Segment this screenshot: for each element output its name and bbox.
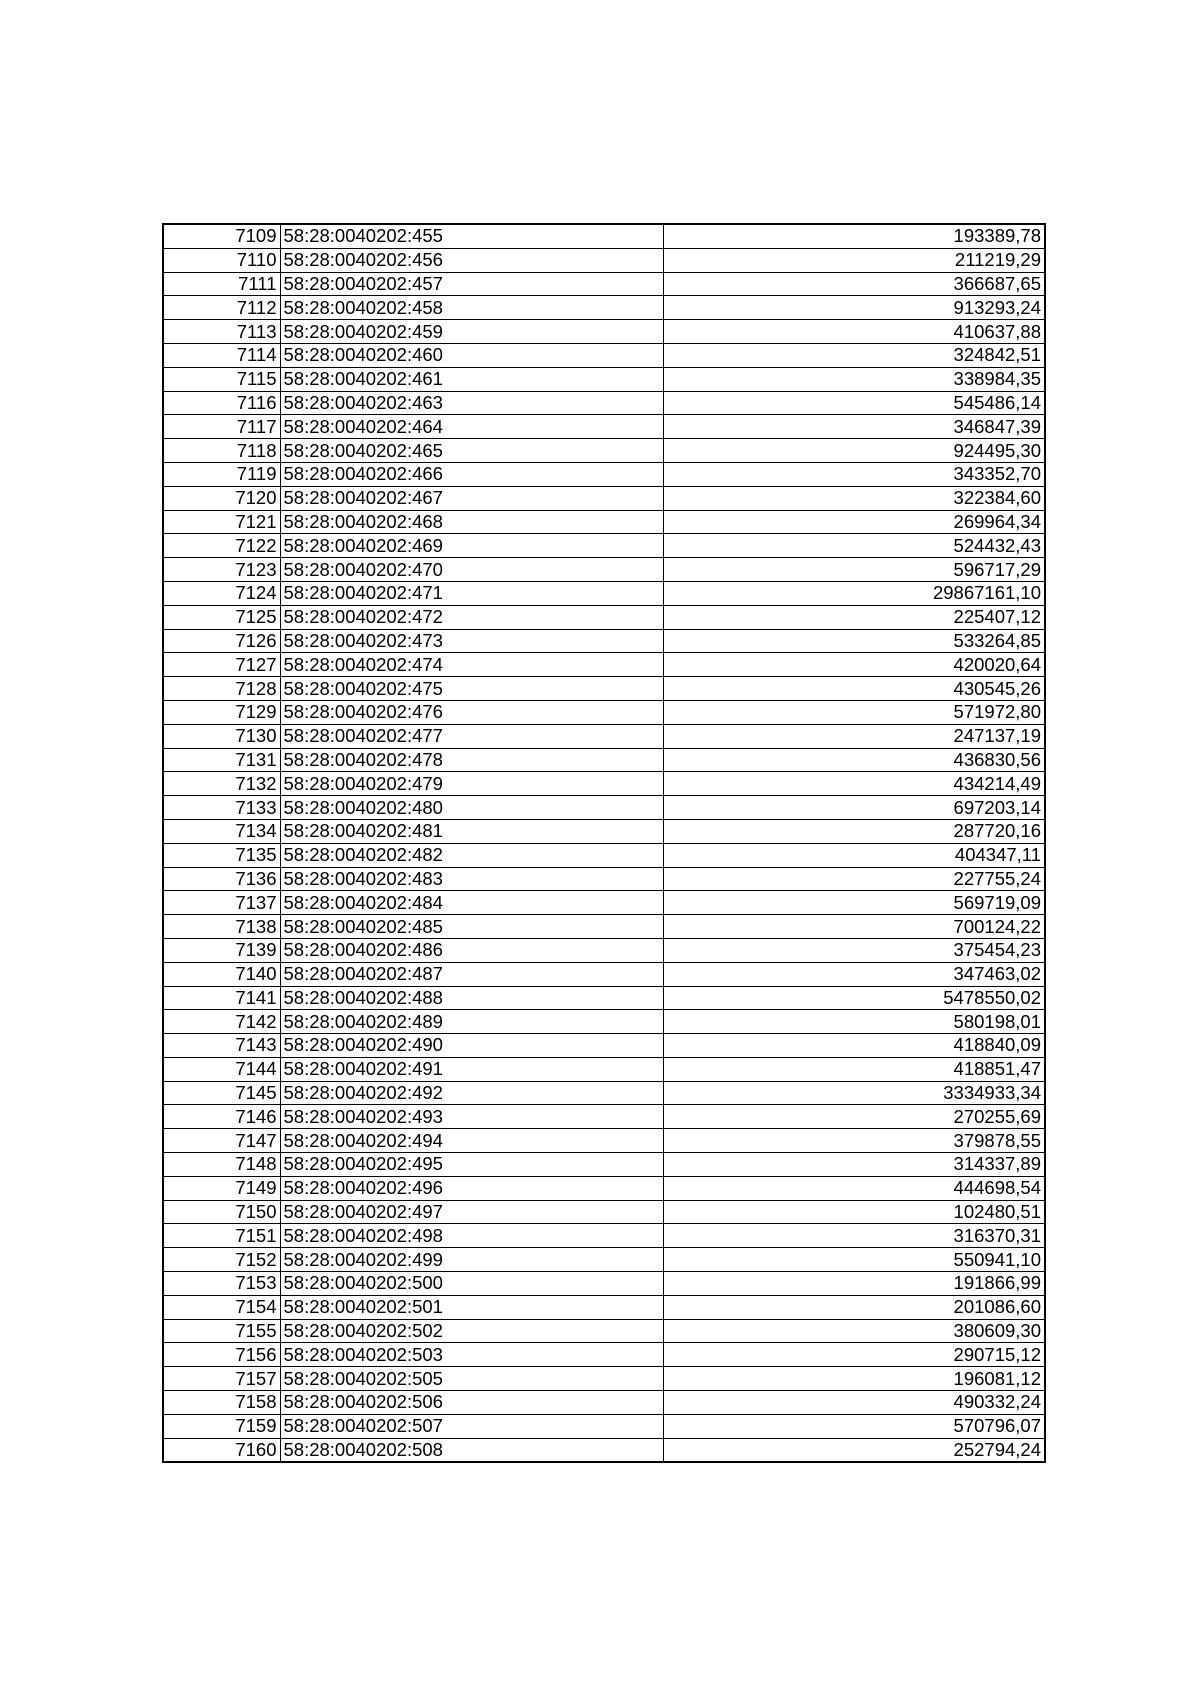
table-row bbox=[163, 343, 1045, 367]
table-row bbox=[163, 1153, 1045, 1177]
cadastral-number-cell: 58:28:0040202:500 bbox=[280, 1272, 663, 1296]
cadastral-number-cell: 58:28:0040202:461 bbox=[280, 367, 663, 391]
cadastral-number-cell: 58:28:0040202:472 bbox=[280, 605, 663, 629]
table-row bbox=[163, 510, 1045, 534]
cadastral-value-cell: 247137,19 bbox=[663, 724, 1045, 748]
cadastral-value-cell: 697203,14 bbox=[663, 796, 1045, 820]
cadastral-value-cell: 430545,26 bbox=[663, 677, 1045, 701]
row-number-cell: 7149 bbox=[163, 1176, 280, 1200]
cadastral-value-cell: 29867161,10 bbox=[663, 581, 1045, 605]
row-number-cell: 7142 bbox=[163, 1010, 280, 1034]
row-number-cell: 7154 bbox=[163, 1295, 280, 1319]
cadastral-value-cell: 322384,60 bbox=[663, 486, 1045, 510]
cadastral-value-cell: 436830,56 bbox=[663, 748, 1045, 772]
cadastral-value-cell: 193389,78 bbox=[663, 224, 1045, 248]
cadastral-number-cell: 58:28:0040202:492 bbox=[280, 1081, 663, 1105]
cadastral-number-cell: 58:28:0040202:503 bbox=[280, 1343, 663, 1367]
row-number-cell: 7144 bbox=[163, 1057, 280, 1081]
table-row bbox=[163, 1367, 1045, 1391]
cadastral-number-cell: 58:28:0040202:471 bbox=[280, 581, 663, 605]
cadastral-number-cell: 58:28:0040202:508 bbox=[280, 1438, 663, 1462]
row-number-cell: 7113 bbox=[163, 320, 280, 344]
cadastral-value-cell: 379878,55 bbox=[663, 1129, 1045, 1153]
table-body bbox=[163, 224, 1045, 1462]
table-row bbox=[163, 891, 1045, 915]
row-number-cell: 7132 bbox=[163, 772, 280, 796]
cadastral-number-cell: 58:28:0040202:505 bbox=[280, 1367, 663, 1391]
table-row bbox=[163, 819, 1045, 843]
cadastral-number-cell: 58:28:0040202:475 bbox=[280, 677, 663, 701]
cadastral-value-cell: 913293,24 bbox=[663, 296, 1045, 320]
table-row bbox=[163, 1272, 1045, 1296]
row-number-cell: 7109 bbox=[163, 224, 280, 248]
row-number-cell: 7138 bbox=[163, 915, 280, 939]
row-number-cell: 7140 bbox=[163, 962, 280, 986]
cadastral-number-cell: 58:28:0040202:455 bbox=[280, 224, 663, 248]
row-number-cell: 7110 bbox=[163, 248, 280, 272]
cadastral-number-cell: 58:28:0040202:501 bbox=[280, 1295, 663, 1319]
row-number-cell: 7151 bbox=[163, 1224, 280, 1248]
cadastral-number-cell: 58:28:0040202:496 bbox=[280, 1176, 663, 1200]
table-row bbox=[163, 1200, 1045, 1224]
cadastral-value-cell: 338984,35 bbox=[663, 367, 1045, 391]
cadastral-number-cell: 58:28:0040202:507 bbox=[280, 1414, 663, 1438]
table-row bbox=[163, 962, 1045, 986]
cadastral-number-cell: 58:28:0040202:476 bbox=[280, 700, 663, 724]
cadastral-value-cell: 316370,31 bbox=[663, 1224, 1045, 1248]
row-number-cell: 7117 bbox=[163, 415, 280, 439]
table-row bbox=[163, 534, 1045, 558]
cadastral-number-cell: 58:28:0040202:482 bbox=[280, 843, 663, 867]
cadastral-value-cell: 380609,30 bbox=[663, 1319, 1045, 1343]
row-number-cell: 7116 bbox=[163, 391, 280, 415]
cadastral-number-cell: 58:28:0040202:483 bbox=[280, 867, 663, 891]
table-row bbox=[163, 439, 1045, 463]
table-row bbox=[163, 1010, 1045, 1034]
row-number-cell: 7152 bbox=[163, 1248, 280, 1272]
table-row bbox=[163, 677, 1045, 701]
row-number-cell: 7135 bbox=[163, 843, 280, 867]
table-row bbox=[163, 986, 1045, 1010]
cadastral-value-cell: 418851,47 bbox=[663, 1057, 1045, 1081]
cadastral-number-cell: 58:28:0040202:481 bbox=[280, 819, 663, 843]
cadastral-number-cell: 58:28:0040202:497 bbox=[280, 1200, 663, 1224]
table-row bbox=[163, 1176, 1045, 1200]
cadastral-number-cell: 58:28:0040202:465 bbox=[280, 439, 663, 463]
row-number-cell: 7143 bbox=[163, 1034, 280, 1058]
cadastral-value-cell: 324842,51 bbox=[663, 343, 1045, 367]
row-number-cell: 7115 bbox=[163, 367, 280, 391]
cadastral-value-cell: 196081,12 bbox=[663, 1367, 1045, 1391]
cadastral-number-cell: 58:28:0040202:485 bbox=[280, 915, 663, 939]
row-number-cell: 7139 bbox=[163, 938, 280, 962]
row-number-cell: 7155 bbox=[163, 1319, 280, 1343]
row-number-cell: 7124 bbox=[163, 581, 280, 605]
cadastral-value-cell: 191866,99 bbox=[663, 1272, 1045, 1296]
cadastral-value-cell: 550941,10 bbox=[663, 1248, 1045, 1272]
table-row bbox=[163, 1081, 1045, 1105]
cadastral-number-cell: 58:28:0040202:484 bbox=[280, 891, 663, 915]
row-number-cell: 7141 bbox=[163, 986, 280, 1010]
cadastral-number-cell: 58:28:0040202:473 bbox=[280, 629, 663, 653]
row-number-cell: 7136 bbox=[163, 867, 280, 891]
cadastral-value-cell: 924495,30 bbox=[663, 439, 1045, 463]
cadastral-number-cell: 58:28:0040202:499 bbox=[280, 1248, 663, 1272]
cadastral-number-cell: 58:28:0040202:460 bbox=[280, 343, 663, 367]
row-number-cell: 7158 bbox=[163, 1391, 280, 1415]
cadastral-value-cell: 418840,09 bbox=[663, 1034, 1045, 1058]
row-number-cell: 7131 bbox=[163, 748, 280, 772]
row-number-cell: 7120 bbox=[163, 486, 280, 510]
table-row bbox=[163, 867, 1045, 891]
table-row bbox=[163, 1034, 1045, 1058]
row-number-cell: 7118 bbox=[163, 439, 280, 463]
cadastral-value-cell: 270255,69 bbox=[663, 1105, 1045, 1129]
cadastral-value-cell: 404347,11 bbox=[663, 843, 1045, 867]
table-row bbox=[163, 1343, 1045, 1367]
table-row bbox=[163, 772, 1045, 796]
cadastral-value-cell: 571972,80 bbox=[663, 700, 1045, 724]
cadastral-value-cell: 269964,34 bbox=[663, 510, 1045, 534]
table-row bbox=[163, 1248, 1045, 1272]
cadastral-value-cell: 211219,29 bbox=[663, 248, 1045, 272]
table-row bbox=[163, 1224, 1045, 1248]
row-number-cell: 7148 bbox=[163, 1153, 280, 1177]
table-row bbox=[163, 272, 1045, 296]
table-row bbox=[163, 1414, 1045, 1438]
cadastral-value-cell: 420020,64 bbox=[663, 653, 1045, 677]
table-row bbox=[163, 1438, 1045, 1462]
row-number-cell: 7150 bbox=[163, 1200, 280, 1224]
cadastral-value-cell: 343352,70 bbox=[663, 462, 1045, 486]
cadastral-value-cell: 490332,24 bbox=[663, 1391, 1045, 1415]
row-number-cell: 7153 bbox=[163, 1272, 280, 1296]
cadastral-value-cell: 580198,01 bbox=[663, 1010, 1045, 1034]
cadastral-number-cell: 58:28:0040202:464 bbox=[280, 415, 663, 439]
cadastral-value-cell: 225407,12 bbox=[663, 605, 1045, 629]
row-number-cell: 7159 bbox=[163, 1414, 280, 1438]
cadastral-number-cell: 58:28:0040202:477 bbox=[280, 724, 663, 748]
cadastral-number-cell: 58:28:0040202:459 bbox=[280, 320, 663, 344]
table-row bbox=[163, 724, 1045, 748]
row-number-cell: 7111 bbox=[163, 272, 280, 296]
cadastral-number-cell: 58:28:0040202:498 bbox=[280, 1224, 663, 1248]
row-number-cell: 7134 bbox=[163, 819, 280, 843]
cadastral-number-cell: 58:28:0040202:470 bbox=[280, 558, 663, 582]
row-number-cell: 7114 bbox=[163, 343, 280, 367]
table-row bbox=[163, 581, 1045, 605]
cadastral-number-cell: 58:28:0040202:488 bbox=[280, 986, 663, 1010]
table-row bbox=[163, 843, 1045, 867]
table-row bbox=[163, 796, 1045, 820]
cadastral-value-cell: 346847,39 bbox=[663, 415, 1045, 439]
row-number-cell: 7146 bbox=[163, 1105, 280, 1129]
row-number-cell: 7160 bbox=[163, 1438, 280, 1462]
row-number-cell: 7156 bbox=[163, 1343, 280, 1367]
row-number-cell: 7137 bbox=[163, 891, 280, 915]
cadastral-number-cell: 58:28:0040202:463 bbox=[280, 391, 663, 415]
cadastral-value-cell: 366687,65 bbox=[663, 272, 1045, 296]
cadastral-number-cell: 58:28:0040202:468 bbox=[280, 510, 663, 534]
cadastral-value-cell: 410637,88 bbox=[663, 320, 1045, 344]
cadastral-number-cell: 58:28:0040202:466 bbox=[280, 462, 663, 486]
cadastral-number-cell: 58:28:0040202:487 bbox=[280, 962, 663, 986]
cadastral-number-cell: 58:28:0040202:469 bbox=[280, 534, 663, 558]
cadastral-value-cell: 227755,24 bbox=[663, 867, 1045, 891]
cadastral-value-cell: 252794,24 bbox=[663, 1438, 1045, 1462]
table-row bbox=[163, 915, 1045, 939]
cadastral-value-cell: 347463,02 bbox=[663, 962, 1045, 986]
cadastral-number-cell: 58:28:0040202:474 bbox=[280, 653, 663, 677]
table-row bbox=[163, 629, 1045, 653]
cadastral-number-cell: 58:28:0040202:486 bbox=[280, 938, 663, 962]
table-row bbox=[163, 748, 1045, 772]
row-number-cell: 7125 bbox=[163, 605, 280, 629]
table-row bbox=[163, 1105, 1045, 1129]
row-number-cell: 7123 bbox=[163, 558, 280, 582]
row-number-cell: 7157 bbox=[163, 1367, 280, 1391]
cadastral-number-cell: 58:28:0040202:479 bbox=[280, 772, 663, 796]
cadastral-number-cell: 58:28:0040202:457 bbox=[280, 272, 663, 296]
table-row bbox=[163, 248, 1045, 272]
table-row bbox=[163, 1391, 1045, 1415]
row-number-cell: 7122 bbox=[163, 534, 280, 558]
cadastral-value-cell: 533264,85 bbox=[663, 629, 1045, 653]
table-row bbox=[163, 486, 1045, 510]
cadastral-value-cell: 596717,29 bbox=[663, 558, 1045, 582]
table-row bbox=[163, 391, 1045, 415]
row-number-cell: 7119 bbox=[163, 462, 280, 486]
row-number-cell: 7112 bbox=[163, 296, 280, 320]
row-number-cell: 7130 bbox=[163, 724, 280, 748]
cadastral-value-cell: 545486,14 bbox=[663, 391, 1045, 415]
cadastral-value-cell: 700124,22 bbox=[663, 915, 1045, 939]
table-row bbox=[163, 1057, 1045, 1081]
table-row bbox=[163, 1295, 1045, 1319]
table-row bbox=[163, 1129, 1045, 1153]
cadastral-value-cell: 375454,23 bbox=[663, 938, 1045, 962]
table-row bbox=[163, 224, 1045, 248]
cadastral-value-cell: 570796,07 bbox=[663, 1414, 1045, 1438]
table-row bbox=[163, 296, 1045, 320]
row-number-cell: 7145 bbox=[163, 1081, 280, 1105]
cadastral-value-cell: 434214,49 bbox=[663, 772, 1045, 796]
cadastral-number-cell: 58:28:0040202:506 bbox=[280, 1391, 663, 1415]
cadastral-value-cell: 524432,43 bbox=[663, 534, 1045, 558]
table-row bbox=[163, 462, 1045, 486]
table-row bbox=[163, 1319, 1045, 1343]
cadastral-value-cell: 569719,09 bbox=[663, 891, 1045, 915]
row-number-cell: 7126 bbox=[163, 629, 280, 653]
cadastral-number-cell: 58:28:0040202:490 bbox=[280, 1034, 663, 1058]
cadastral-number-cell: 58:28:0040202:456 bbox=[280, 248, 663, 272]
cadastral-value-cell: 201086,60 bbox=[663, 1295, 1045, 1319]
row-number-cell: 7147 bbox=[163, 1129, 280, 1153]
cadastral-number-cell: 58:28:0040202:480 bbox=[280, 796, 663, 820]
table-row bbox=[163, 415, 1045, 439]
cadastral-value-cell: 287720,16 bbox=[663, 819, 1045, 843]
table-row bbox=[163, 367, 1045, 391]
row-number-cell: 7128 bbox=[163, 677, 280, 701]
cadastral-value-cell: 290715,12 bbox=[663, 1343, 1045, 1367]
row-number-cell: 7133 bbox=[163, 796, 280, 820]
table-row bbox=[163, 558, 1045, 582]
table-row bbox=[163, 938, 1045, 962]
cadastral-value-cell: 444698,54 bbox=[663, 1176, 1045, 1200]
table-row bbox=[163, 605, 1045, 629]
cadastral-value-table bbox=[162, 223, 1046, 1463]
row-number-cell: 7129 bbox=[163, 700, 280, 724]
table-row bbox=[163, 700, 1045, 724]
cadastral-number-cell: 58:28:0040202:458 bbox=[280, 296, 663, 320]
row-number-cell: 7127 bbox=[163, 653, 280, 677]
cadastral-number-cell: 58:28:0040202:489 bbox=[280, 1010, 663, 1034]
cadastral-number-cell: 58:28:0040202:491 bbox=[280, 1057, 663, 1081]
cadastral-number-cell: 58:28:0040202:502 bbox=[280, 1319, 663, 1343]
cadastral-number-cell: 58:28:0040202:494 bbox=[280, 1129, 663, 1153]
cadastral-number-cell: 58:28:0040202:478 bbox=[280, 748, 663, 772]
cadastral-number-cell: 58:28:0040202:467 bbox=[280, 486, 663, 510]
table-row bbox=[163, 320, 1045, 344]
cadastral-value-cell: 314337,89 bbox=[663, 1153, 1045, 1177]
cadastral-number-cell: 58:28:0040202:495 bbox=[280, 1153, 663, 1177]
cadastral-value-cell: 102480,51 bbox=[663, 1200, 1045, 1224]
cadastral-value-cell: 5478550,02 bbox=[663, 986, 1045, 1010]
cadastral-number-cell: 58:28:0040202:493 bbox=[280, 1105, 663, 1129]
cadastral-value-cell: 3334933,34 bbox=[663, 1081, 1045, 1105]
row-number-cell: 7121 bbox=[163, 510, 280, 534]
table-row bbox=[163, 653, 1045, 677]
